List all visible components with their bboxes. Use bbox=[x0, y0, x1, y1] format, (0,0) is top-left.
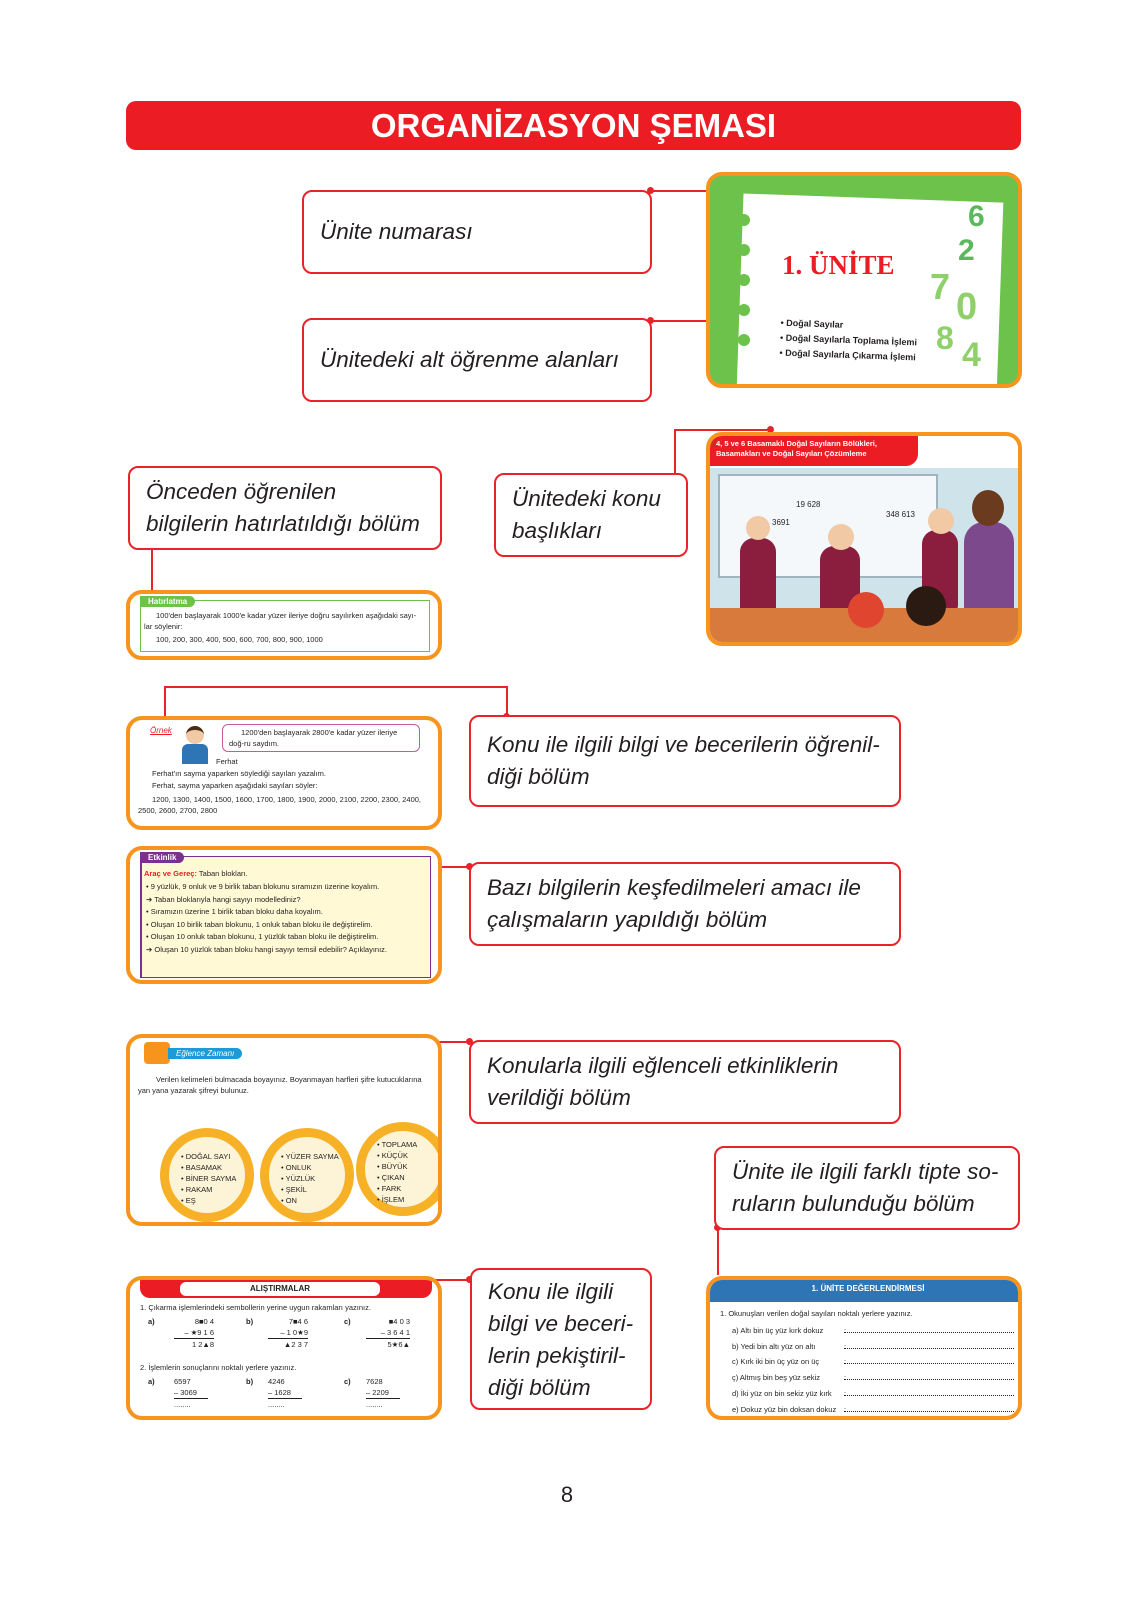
label-onceden: Önceden öğrenilen bilgilerin hatırlatıldığı bölüm bbox=[128, 466, 442, 550]
label-unite-numarasi: Ünite numarası bbox=[302, 190, 652, 274]
eglence-text: Verilen kelimeleri bulmacada boyayınız. Boyanmayan harfleri şifre kutucuklarına yan yana yazarak şifreyi bulunuz. bbox=[138, 1075, 422, 1095]
op-top: 7■4 6 bbox=[288, 1317, 308, 1326]
etkinlik-arac bbox=[144, 868, 248, 879]
unite-item: • Doğal Sayılar bbox=[780, 317, 844, 330]
op-bot: ........ bbox=[366, 1400, 383, 1409]
page-title: ORGANİZASYON ŞEMASI bbox=[126, 101, 1021, 150]
op-mid: – 1628 bbox=[268, 1387, 302, 1399]
op-mid: – ★9 1 6 bbox=[174, 1327, 214, 1339]
op-top: 4246 bbox=[268, 1377, 285, 1386]
etkinlik-tag: Etkinlik bbox=[140, 852, 184, 863]
label-eglenceli: Konularla ilgili eğlenceli etkinliklerin verildiği bölüm bbox=[469, 1040, 901, 1124]
house-icon bbox=[144, 1042, 170, 1064]
op-label: c) bbox=[344, 1317, 351, 1326]
op-mid: – 3 6 4 1 bbox=[366, 1327, 410, 1339]
etkinlik-item: • 9 yüzlük, 9 onluk ve 9 birlik taban blokunu sıramızın üzerine koyalım. bbox=[146, 882, 380, 891]
op-bot: ▲2 3 7 bbox=[283, 1340, 308, 1349]
board-number: 3691 bbox=[772, 518, 790, 527]
ring-word: • EŞ bbox=[181, 1196, 196, 1205]
deg-row: a) Altı bin üç yüz kırk dokuz : bbox=[732, 1323, 1014, 1339]
classroom-illustration bbox=[710, 468, 1022, 646]
etkinlik-items bbox=[146, 881, 387, 957]
etkinlik-item: • Oluşan 10 onluk taban blokunu, 1 yüzlük taban bloku ile değiştirelim. bbox=[146, 932, 379, 942]
ornek-tag: Örnek bbox=[150, 726, 172, 735]
degerlendirme-q1: 1. Okunuşları verilen doğal sayıları noktalı yerlere yazınız. bbox=[720, 1309, 913, 1318]
op-mid: – 2209 bbox=[366, 1387, 400, 1399]
ring-word: • KÜÇÜK bbox=[377, 1151, 408, 1160]
unite-item: • Doğal Sayılarla Çıkarma İşlemi bbox=[779, 347, 916, 363]
board-number: 19 628 bbox=[796, 500, 821, 509]
label-alt-ogrenme: Ünitedeki alt öğrenme alanları bbox=[302, 318, 652, 402]
deg-row: b) Yedi bin altı yüz on altı : bbox=[732, 1339, 1014, 1355]
op-bot: ........ bbox=[268, 1400, 285, 1409]
deg-item: c) Kırk iki bin üç yüz on üç bbox=[732, 1357, 820, 1367]
page-number: 8 bbox=[560, 1482, 574, 1507]
ring-word: • ON bbox=[281, 1196, 297, 1205]
unite-items bbox=[779, 316, 918, 366]
op-label: b) bbox=[246, 1317, 254, 1326]
etkinlik-item: ➔ Oluşan 10 yüzlük taban bloku hangi sayıyı temsil edebilir? Açıklayınız. bbox=[146, 944, 387, 954]
degerlendirme-card bbox=[706, 1276, 1022, 1420]
topic-card bbox=[706, 432, 1022, 646]
label-konu-basliklari: Ünitedeki konu başlıkları bbox=[494, 473, 688, 557]
etkinlik-item: • Oluşan 10 birlik taban blokunu, 1 onluk taban bloku ile değiştirelim. bbox=[146, 919, 373, 929]
deg-item: a) Altı bin üç yüz kırk dokuz bbox=[732, 1326, 824, 1335]
alistirmalar-title: ALIŞTIRMALAR bbox=[180, 1282, 380, 1296]
deg-row: d) İki yüz on bin sekiz yüz kırk : bbox=[732, 1386, 1014, 1402]
degerlendirme-title: 1. ÜNİTE DEĞERLENDİRMESİ bbox=[710, 1280, 1022, 1302]
label-farkli-tipte: Ünite ile ilgili farklı tipte so-ruların bulunduğu bölüm bbox=[714, 1146, 1020, 1230]
ornek-line3: 1200, 1300, 1400, 1500, 1600, 1700, 1800, 1900, 2000, 2100, 2200, 2300, 2400, 2500, 2600, 2700, 2800 bbox=[138, 795, 421, 815]
op-top: ■4 0 3 bbox=[388, 1317, 410, 1326]
alistirmalar-q1: 1. Çıkarma işlemlerindeki sembollerin yerine uygun rakamları yazınız. bbox=[140, 1303, 371, 1312]
deg-row: ç) Altmış bin beş yüz sekiz : bbox=[732, 1370, 1014, 1386]
label-pekistirme: Konu ile ilgili bilgi ve beceri-lerin pekiştiril-diği bölüm bbox=[470, 1268, 652, 1410]
ring-word: • BASAMAK bbox=[181, 1163, 222, 1172]
op-top: 7628 bbox=[366, 1377, 383, 1386]
op-bot: 5★6▲ bbox=[387, 1340, 410, 1349]
ring-word: • ÇIKAN bbox=[377, 1173, 405, 1182]
op-top: 6597 bbox=[174, 1377, 191, 1386]
etkinlik-item: • Sıramızın üzerine 1 birlik taban bloku daha koyalım. bbox=[146, 907, 323, 917]
deg-item: d) İki yüz on bin sekiz yüz kırk bbox=[732, 1388, 832, 1398]
op-bot: 1 2▲8 bbox=[191, 1340, 214, 1349]
unite-item: • Doğal Sayılarla Toplama İşlemi bbox=[779, 332, 918, 348]
label-bilgi-beceri: Konu ile ilgili bilgi ve becerilerin öğrenil-diği bölüm bbox=[469, 715, 901, 807]
hatirlatma-text: 100'den başlayarak 1000'e kadar yüzer ileriye doğru sayılırken aşağıdaki sayı-lar söylenir: bbox=[144, 611, 417, 631]
degerlendirme-items bbox=[732, 1323, 1014, 1417]
deg-item: b) Yedi bin altı yüz on altı bbox=[732, 1341, 816, 1351]
ring-word: • ŞEKİL bbox=[281, 1185, 307, 1194]
op-bot: ........ bbox=[174, 1400, 191, 1409]
ornek-name: Ferhat bbox=[216, 757, 238, 766]
ring-word: • BÜYÜK bbox=[377, 1162, 408, 1171]
topic-title: 4, 5 ve 6 Basamaklı Doğal Sayıların Bölükleri, Basamakları ve Doğal Sayıları Çözümleme bbox=[710, 436, 918, 466]
ring-word: • YÜZER SAYMA bbox=[281, 1152, 339, 1161]
deg-row: e) Dokuz yüz bin doksan dokuz : bbox=[732, 1402, 1014, 1418]
hatirlatma-tag: Hatırlatma bbox=[140, 596, 195, 607]
etkinlik-item: ➔ Taban bloklarıyla hangi sayıyı modellediniz? bbox=[146, 894, 301, 904]
eglence-card bbox=[126, 1034, 442, 1226]
ornek-card bbox=[126, 716, 442, 830]
ring-word: • BİNER SAYMA bbox=[181, 1174, 237, 1183]
ring-word: • FARK bbox=[377, 1184, 402, 1193]
label-kesfedilme: Bazı bilgilerin keşfedilmeleri amacı ile çalışmaların yapıldığı bölüm bbox=[469, 862, 901, 946]
word-ring bbox=[160, 1128, 254, 1222]
hatirlatma-card bbox=[126, 590, 442, 660]
ring-word: • ONLUK bbox=[281, 1163, 312, 1172]
ring-word: • İŞLEM bbox=[377, 1195, 405, 1204]
etkinlik-card bbox=[126, 846, 442, 984]
alistirmalar-q2: 2. İşlemlerin sonuçlarını noktalı yerlere yazınız. bbox=[140, 1363, 297, 1372]
op-label: b) bbox=[246, 1377, 254, 1386]
ornek-line2: Ferhat, sayma yaparken aşağıdaki sayıları söyler: bbox=[152, 781, 318, 790]
word-ring bbox=[260, 1128, 354, 1222]
op-mid: – 1 0★9 bbox=[268, 1327, 308, 1339]
op-label: c) bbox=[344, 1377, 351, 1386]
arac-value: Taban blokları. bbox=[198, 869, 248, 878]
ornek-bubble: 1200'den başlayarak 2800'e kadar yüzer ileriye doğ-ru saydım. bbox=[222, 724, 420, 752]
unite-heading: 1. ÜNİTE bbox=[782, 250, 895, 280]
hatirlatma-list: 100, 200, 300, 400, 500, 600, 700, 800, 900, 1000 bbox=[156, 635, 323, 644]
ring-word: • YÜZLÜK bbox=[281, 1174, 316, 1183]
ring-word: • DOĞAL SAYI bbox=[181, 1152, 231, 1161]
op-label: a) bbox=[148, 1317, 155, 1326]
op-label: a) bbox=[148, 1377, 155, 1386]
op-mid: – 3069 bbox=[174, 1387, 208, 1399]
alistirmalar-card bbox=[126, 1276, 442, 1420]
ring-word: • RAKAM bbox=[181, 1185, 213, 1194]
board-number: 348 613 bbox=[886, 510, 915, 519]
ferhat-avatar bbox=[180, 726, 210, 764]
op-top: 8■0 4 bbox=[194, 1317, 214, 1326]
eglence-tag: Eğlence Zamanı bbox=[168, 1048, 242, 1059]
word-ring bbox=[356, 1122, 442, 1216]
deg-row: c) Kırk iki bin üç yüz on üç : bbox=[732, 1354, 1014, 1370]
deg-item: ç) Altmış bin beş yüz sekiz bbox=[732, 1373, 820, 1383]
unite-card: 1. ÜNİTE • Doğal Sayılar • Doğal Sayılarla Toplama İşlemi • Doğal Sayılarla Çıkarma İşlemi 6 2 7 0 8 4 bbox=[706, 172, 1022, 388]
arac-label: Araç ve Gereç: bbox=[144, 869, 197, 878]
ring-word: • TOPLAMA bbox=[377, 1140, 418, 1149]
deg-item: e) Dokuz yüz bin doksan dokuz bbox=[732, 1404, 837, 1414]
ornek-line1: Ferhat'ın sayma yaparken söylediği sayıları yazalım. bbox=[152, 769, 327, 778]
